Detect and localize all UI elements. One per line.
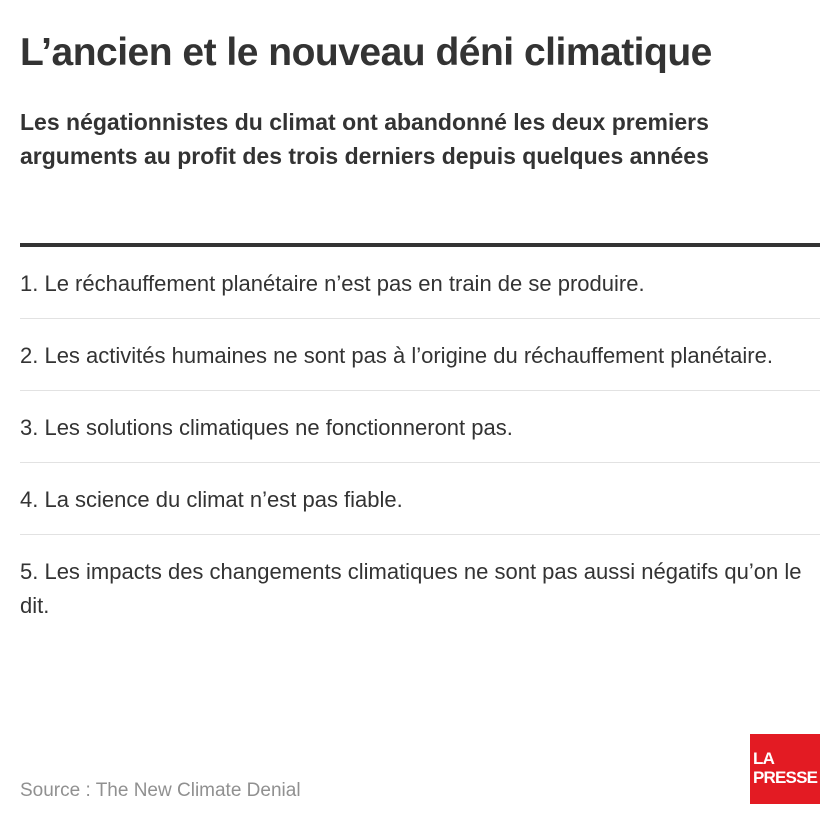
page-subtitle: Les négationnistes du climat ont abandonné les deux premiers arguments au profit des trois derniers depuis quelques années: [20, 109, 709, 169]
list-item: 3. Les solutions climatiques ne fonctionneront pas.: [20, 391, 820, 463]
argument-list: [20, 243, 820, 640]
infographic: [20, 0, 820, 824]
logo-line-1: LA: [753, 749, 775, 768]
list-item: 2. Les activités humaines ne sont pas à l’origine du réchauffement planétaire.: [20, 319, 820, 391]
page-title: L’ancien et le nouveau déni climatique: [20, 31, 712, 74]
logo-line-2: PRESSE: [753, 768, 818, 787]
la-presse-logo: [750, 734, 820, 804]
source-credit: Source : The New Climate Denial: [20, 780, 301, 801]
list-item: 1. Le réchauffement planétaire n’est pas en train de se produire.: [20, 247, 820, 319]
list-item: 4. La science du climat n’est pas fiable.: [20, 463, 820, 535]
list-item: 5. Les impacts des changements climatiques ne sont pas aussi négatifs qu’on le dit.: [20, 559, 802, 618]
